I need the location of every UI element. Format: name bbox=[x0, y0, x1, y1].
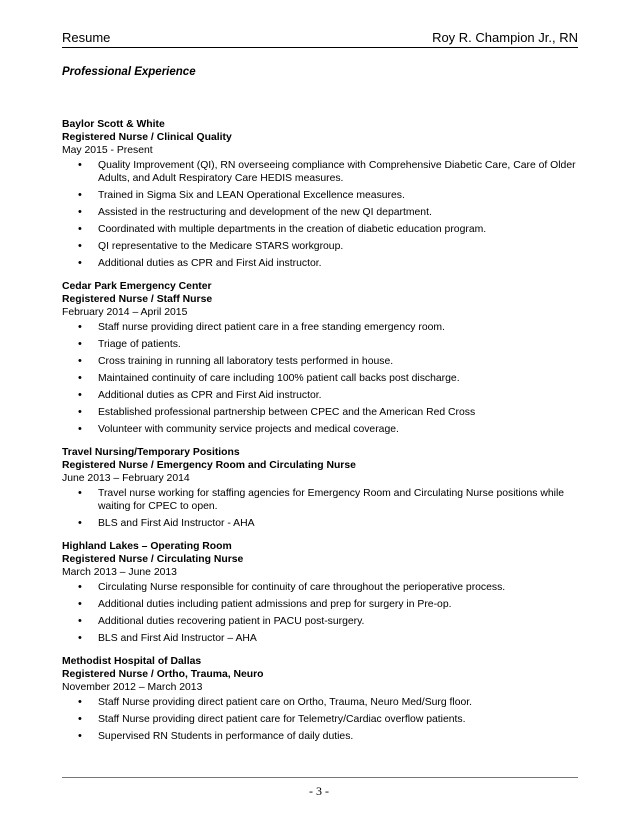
job-dates: November 2012 – March 2013 bbox=[62, 682, 203, 693]
header-author-name: Roy R. Champion Jr., RN bbox=[432, 30, 578, 45]
job-employer: Highland Lakes – Operating Room bbox=[62, 541, 232, 552]
job-entry bbox=[62, 540, 578, 645]
job-entry bbox=[62, 446, 578, 530]
duty-item: • Trained in Sigma Six and LEAN Operational Excellence measures. bbox=[62, 189, 578, 202]
duty-item: • BLS and First Aid Instructor – AHA bbox=[62, 632, 578, 645]
job-dates: May 2015 - Present bbox=[62, 145, 153, 156]
job-title: Registered Nurse / Ortho, Trauma, Neuro bbox=[62, 669, 264, 680]
job-duties bbox=[62, 321, 578, 436]
job-duties bbox=[62, 696, 578, 743]
duty-item: • Established professional partnership between CPEC and the American Red Cross bbox=[62, 406, 578, 419]
footer-divider bbox=[62, 777, 578, 778]
job-employer: Baylor Scott & White bbox=[62, 119, 165, 130]
job-dates: March 2013 – June 2013 bbox=[62, 567, 177, 578]
duty-item: • Travel nurse working for staffing agencies for Emergency Room and Circulating Nurse positions while waiting for CPEC to open. bbox=[62, 487, 578, 513]
duty-item: • QI representative to the Medicare STARS workgroup. bbox=[62, 240, 578, 253]
duty-item: • Additional duties as CPR and First Aid instructor. bbox=[62, 389, 578, 402]
job-title: Registered Nurse / Emergency Room and Circulating Nurse bbox=[62, 460, 356, 471]
job-entry bbox=[62, 655, 578, 743]
duty-item: • Additional duties recovering patient in PACU post-surgery. bbox=[62, 615, 578, 628]
job-duties bbox=[62, 159, 578, 270]
duty-item: • Triage of patients. bbox=[62, 338, 578, 351]
job-dates: June 2013 – February 2014 bbox=[62, 473, 190, 484]
duty-item: • Circulating Nurse responsible for continuity of care throughout the perioperative process. bbox=[62, 581, 578, 594]
page-number: - 3 - bbox=[309, 784, 329, 798]
job-employer: Cedar Park Emergency Center bbox=[62, 281, 212, 292]
header-document-label: Resume bbox=[62, 30, 111, 45]
duty-item: • Quality Improvement (QI), RN overseeing compliance with Comprehensive Diabetic Care, Care of Older Adults, and Adult Respiratory Care HEDIS measures. bbox=[62, 159, 578, 185]
duty-item: • Supervised RN Students in performance of daily duties. bbox=[62, 730, 578, 743]
job-duties bbox=[62, 581, 578, 645]
experience-list bbox=[62, 118, 578, 753]
page-header bbox=[62, 30, 578, 48]
job-title: Registered Nurse / Clinical Quality bbox=[62, 132, 232, 143]
duty-item: • Staff Nurse providing direct patient care on Ortho, Trauma, Neuro Med/Surg floor. bbox=[62, 696, 578, 709]
job-title: Registered Nurse / Staff Nurse bbox=[62, 294, 213, 305]
job-entry bbox=[62, 118, 578, 270]
job-title: Registered Nurse / Circulating Nurse bbox=[62, 554, 244, 565]
header-divider bbox=[62, 47, 578, 48]
duty-item: • Cross training in running all laboratory tests performed in house. bbox=[62, 355, 578, 368]
duty-item: • Coordinated with multiple departments in the creation of diabetic education program. bbox=[62, 223, 578, 236]
job-employer: Travel Nursing/Temporary Positions bbox=[62, 447, 240, 458]
duty-item: • Volunteer with community service projects and medical coverage. bbox=[62, 423, 578, 436]
job-entry bbox=[62, 280, 578, 436]
duty-item: • Staff Nurse providing direct patient care for Telemetry/Cardiac overflow patients. bbox=[62, 713, 578, 726]
duty-item: • Maintained continuity of care including 100% patient call backs post discharge. bbox=[62, 372, 578, 385]
duty-item: • Additional duties including patient admissions and prep for surgery in Pre-op. bbox=[62, 598, 578, 611]
job-duties bbox=[62, 487, 578, 530]
section-title: Professional Experience bbox=[62, 66, 196, 78]
duty-item: • Staff nurse providing direct patient care in a free standing emergency room. bbox=[62, 321, 578, 334]
duty-item: • Additional duties as CPR and First Aid instructor. bbox=[62, 257, 578, 270]
duty-item: • Assisted in the restructuring and development of the new QI department. bbox=[62, 206, 578, 219]
duty-item: • BLS and First Aid Instructor - AHA bbox=[62, 517, 578, 530]
job-employer: Methodist Hospital of Dallas bbox=[62, 656, 202, 667]
job-dates: February 2014 – April 2015 bbox=[62, 307, 188, 318]
